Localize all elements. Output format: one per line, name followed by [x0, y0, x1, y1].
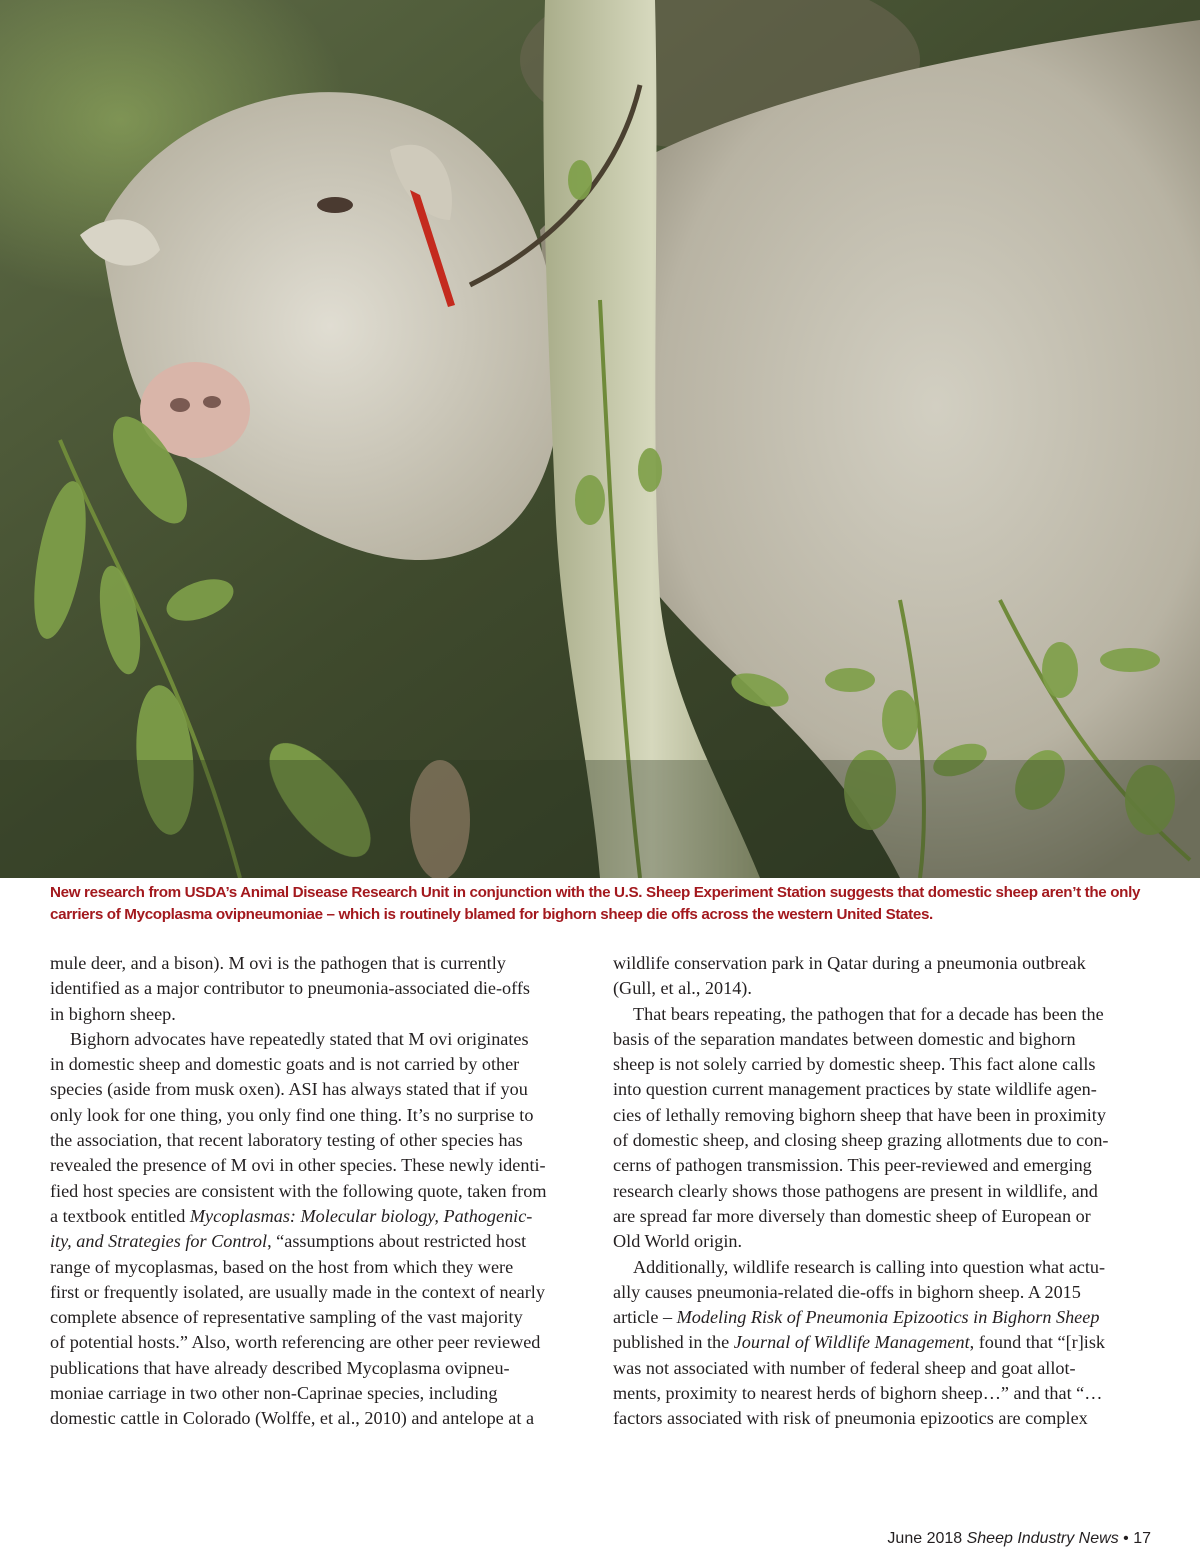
text-line [613, 1255, 1153, 1280]
text-run: of domestic sheep, and closing sheep grazing allotments due to con- [613, 1130, 1109, 1151]
text-run: species (aside from musk oxen). ASI has always stated that if you [50, 1079, 528, 1100]
footer-page-number: 17 [1133, 1530, 1151, 1547]
text-run: basis of the separation mandates between domestic and bighorn [613, 1028, 1076, 1049]
text-run: , “assumptions about restricted host [267, 1231, 527, 1252]
text-line [613, 951, 1153, 976]
caption-line: New research from USDA’s Animal Disease Research Unit in conjunction with the U.S. Sheep Experiment Station suggests that domestic sheep aren’t the only [50, 884, 1141, 901]
text-run: domestic cattle in Colorado (Wolffe, et al., 2010) and antelope at a [50, 1408, 535, 1429]
text-run: into question current management practices by state wildlife agen- [613, 1079, 1097, 1100]
text-line [50, 1280, 595, 1305]
text-line [50, 1330, 595, 1355]
text-run: in bighorn sheep. [50, 1003, 176, 1024]
footer-separator: • [1123, 1530, 1129, 1547]
text-run: factors associated with risk of pneumonia epizootics are complex [613, 1408, 1088, 1429]
text-line [613, 1153, 1153, 1178]
text-line [50, 951, 595, 976]
text-run: a textbook entitled [50, 1205, 190, 1226]
text-line [613, 1027, 1153, 1052]
text-line [613, 1229, 1153, 1254]
text-line [50, 1027, 595, 1052]
text-run: wildlife conservation park in Qatar during a pneumonia outbreak [613, 953, 1086, 973]
text-line [50, 1153, 595, 1178]
text-line [613, 1356, 1153, 1381]
text-line [50, 1255, 595, 1280]
text-run: mule deer, and a bison). M ovi is the pathogen that is currently [50, 953, 506, 973]
text-run: cies of lethally removing bighorn sheep that have been in proximity [613, 1104, 1106, 1125]
text-run: range of mycoplasmas, based on the host from which they were [50, 1256, 514, 1277]
text-run: first or frequently isolated, are usually made in the context of nearly [50, 1281, 545, 1302]
article-column-right [613, 951, 1153, 1432]
page-footer [887, 1529, 1151, 1549]
text-run: cerns of pathogen transmission. This peer-reviewed and emerging [613, 1155, 1092, 1176]
text-run: published in the [613, 1332, 734, 1353]
text-line [613, 1002, 1153, 1027]
italic-title: Modeling Risk of Pneumonia Epizootics in Bighorn Sheep [676, 1307, 1100, 1328]
text-line [613, 1103, 1153, 1128]
footer-date: June 2018 [887, 1530, 963, 1547]
text-run: Bighorn advocates have repeatedly stated that M ovi originates [70, 1028, 529, 1049]
text-run: publications that have already described Mycoplasma ovipneu- [50, 1357, 510, 1378]
photo-caption [50, 882, 1160, 926]
text-run: , found that “[r]isk [969, 1332, 1105, 1353]
text-run: article – [613, 1307, 677, 1328]
text-run: are spread far more diversely than domestic sheep of European or [613, 1205, 1091, 1226]
text-line [613, 1077, 1153, 1102]
text-run: ments, proximity to nearest herds of bighorn sheep…” and that “… [613, 1383, 1103, 1404]
text-run: fied host species are consistent with the following quote, taken from [50, 1180, 547, 1201]
text-line [50, 1128, 595, 1153]
text-line [613, 1052, 1153, 1077]
text-line [50, 1204, 595, 1229]
text-run: research clearly shows those pathogens are present in wildlife, and [613, 1180, 1098, 1201]
text-line [50, 1356, 595, 1381]
text-line [50, 1406, 595, 1431]
text-run: identified as a major contributor to pneumonia-associated die-offs [50, 978, 530, 999]
text-line [613, 1305, 1153, 1330]
text-line [50, 1002, 595, 1027]
text-line [50, 1179, 595, 1204]
text-run: was not associated with number of federal sheep and goat allot- [613, 1357, 1076, 1378]
text-run: the association, that recent laboratory testing of other species has [50, 1130, 523, 1151]
text-run: moniae carriage in two other non-Caprinae species, including [50, 1383, 498, 1404]
footer-publication: Sheep Industry News [966, 1530, 1119, 1547]
text-run: ally causes pneumonia-related die-offs in bighorn sheep. A 2015 [613, 1281, 1081, 1302]
text-line [50, 1103, 595, 1128]
text-line [50, 1305, 595, 1330]
text-line [613, 1406, 1153, 1431]
italic-title: Mycoplasmas: Molecular biology, Pathogenic- [189, 1205, 533, 1226]
text-line [50, 1077, 595, 1102]
text-run: complete absence of representative sampling of the vast majority [50, 1307, 523, 1328]
text-line [613, 1280, 1153, 1305]
text-line [50, 976, 595, 1001]
text-line [613, 1179, 1153, 1204]
text-run: That bears repeating, the pathogen that for a decade has been the [633, 1003, 1104, 1024]
text-line [613, 1204, 1153, 1229]
text-line [50, 1381, 595, 1406]
text-run: of potential hosts.” Also, worth referencing are other peer reviewed [50, 1332, 541, 1353]
text-line [613, 976, 1153, 1001]
italic-title: ity, and Strategies for Control [50, 1231, 268, 1252]
text-line [613, 1128, 1153, 1153]
text-run: (Gull, et al., 2014). [613, 978, 752, 999]
text-run: in domestic sheep and domestic goats and is not carried by other [50, 1054, 520, 1075]
italic-title: Journal of Wildlife Management [733, 1332, 970, 1353]
text-line [50, 1052, 595, 1077]
text-run: revealed the presence of M ovi in other species. These newly identi- [50, 1155, 546, 1176]
text-run: only look for one thing, you only find one thing. It’s no surprise to [50, 1104, 534, 1125]
text-run: Old World origin. [613, 1231, 743, 1252]
text-run: sheep is not solely carried by domestic sheep. This fact alone calls [613, 1054, 1096, 1075]
article-column-left [50, 951, 595, 1432]
text-line [613, 1330, 1153, 1355]
text-line [50, 1229, 595, 1254]
text-run: Additionally, wildlife research is calling into question what actu- [633, 1256, 1106, 1277]
caption-line: carriers of Mycoplasma ovipneumoniae – which is routinely blamed for bighorn sheep die offs across the western United States. [50, 906, 933, 923]
text-line [613, 1381, 1153, 1406]
